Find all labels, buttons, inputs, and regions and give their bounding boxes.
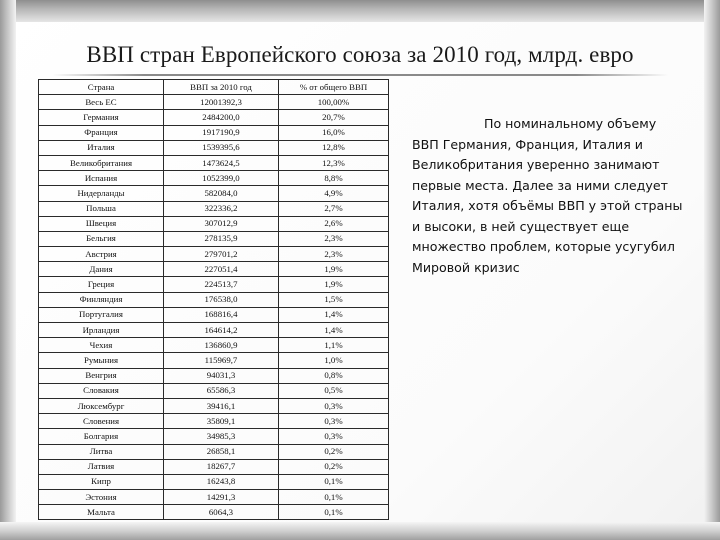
cell-percent: 0,3% xyxy=(279,398,389,413)
cell-country: Латвия xyxy=(39,459,164,474)
cell-country: Кипр xyxy=(39,474,164,489)
cell-country: Польша xyxy=(39,201,164,216)
table-row xyxy=(39,216,389,231)
header-percent: % от общего ВВП xyxy=(279,80,389,95)
cell-percent: 1,4% xyxy=(279,307,389,322)
cell-percent: 12,8% xyxy=(279,140,389,155)
cell-country: Словакия xyxy=(39,383,164,398)
gdp-table xyxy=(38,79,389,520)
table-row xyxy=(39,186,389,201)
table-row xyxy=(39,231,389,246)
table-row xyxy=(39,474,389,489)
cell-percent: 0,2% xyxy=(279,459,389,474)
table-row xyxy=(39,429,389,444)
cell-percent: 2,6% xyxy=(279,216,389,231)
cell-gdp: 94031,3 xyxy=(164,368,279,383)
cell-country: Греция xyxy=(39,277,164,292)
cell-gdp: 6064,3 xyxy=(164,505,279,520)
cell-gdp: 1473624,5 xyxy=(164,155,279,170)
table-header-row xyxy=(39,80,389,95)
cell-country: Швеция xyxy=(39,216,164,231)
cell-percent: 2,3% xyxy=(279,247,389,262)
cell-gdp: 18267,7 xyxy=(164,459,279,474)
cell-percent: 0,3% xyxy=(279,429,389,444)
cell-gdp: 279701,2 xyxy=(164,247,279,262)
cell-country: Великобритания xyxy=(39,155,164,170)
cell-percent: 0,3% xyxy=(279,414,389,429)
table-row xyxy=(39,140,389,155)
table-row xyxy=(39,383,389,398)
table-row xyxy=(39,292,389,307)
cell-percent: 8,8% xyxy=(279,171,389,186)
table-row xyxy=(39,307,389,322)
cell-percent: 4,9% xyxy=(279,186,389,201)
table-row xyxy=(39,201,389,216)
cell-gdp: 582084,0 xyxy=(164,186,279,201)
cell-gdp: 224513,7 xyxy=(164,277,279,292)
cell-percent: 0,1% xyxy=(279,505,389,520)
cell-percent: 0,5% xyxy=(279,383,389,398)
cell-gdp: 34985,3 xyxy=(164,429,279,444)
header-country: Страна xyxy=(39,80,164,95)
cell-country: Люксембург xyxy=(39,398,164,413)
header-gdp: ВВП за 2010 год xyxy=(164,80,279,95)
cell-country: Австрия xyxy=(39,247,164,262)
cell-gdp: 35809,1 xyxy=(164,414,279,429)
cell-country: Германия xyxy=(39,110,164,125)
cell-country: Словения xyxy=(39,414,164,429)
cell-percent: 100,00% xyxy=(279,95,389,110)
cell-gdp: 322336,2 xyxy=(164,201,279,216)
table-row xyxy=(39,414,389,429)
cell-gdp: 1539395,6 xyxy=(164,140,279,155)
cell-country: Мальта xyxy=(39,505,164,520)
cell-gdp: 1052399,0 xyxy=(164,171,279,186)
table-row xyxy=(39,505,389,520)
description-text xyxy=(412,114,684,278)
cell-country: Эстония xyxy=(39,490,164,505)
table-row xyxy=(39,398,389,413)
cell-gdp: 1917190,9 xyxy=(164,125,279,140)
cell-percent: 20,7% xyxy=(279,110,389,125)
cell-country: Румыния xyxy=(39,353,164,368)
cell-country: Бельгия xyxy=(39,231,164,246)
slide-title: ВВП стран Европейского союза за 2010 год, млрд. евро xyxy=(86,42,634,67)
cell-country: Ирландия xyxy=(39,323,164,338)
table-row xyxy=(39,277,389,292)
cell-country: Весь ЕС xyxy=(39,95,164,110)
cell-percent: 0,1% xyxy=(279,474,389,489)
cell-percent: 1,1% xyxy=(279,338,389,353)
cell-gdp: 278135,9 xyxy=(164,231,279,246)
cell-country: Болгария xyxy=(39,429,164,444)
cell-gdp: 39416,1 xyxy=(164,398,279,413)
cell-percent: 0,8% xyxy=(279,368,389,383)
cell-gdp: 307012,9 xyxy=(164,216,279,231)
cell-country: Литва xyxy=(39,444,164,459)
table-row xyxy=(39,459,389,474)
table-row xyxy=(39,338,389,353)
cell-country: Нидерланды xyxy=(39,186,164,201)
table-row xyxy=(39,171,389,186)
frame-right xyxy=(704,0,720,540)
table-row xyxy=(39,353,389,368)
cell-gdp: 12001392,3 xyxy=(164,95,279,110)
frame-top xyxy=(0,0,720,22)
table-row xyxy=(39,247,389,262)
cell-percent: 1,4% xyxy=(279,323,389,338)
table-row xyxy=(39,490,389,505)
cell-gdp: 2484200,0 xyxy=(164,110,279,125)
cell-country: Португалия xyxy=(39,307,164,322)
cell-percent: 2,3% xyxy=(279,231,389,246)
cell-country: Италия xyxy=(39,140,164,155)
frame-left xyxy=(0,0,16,540)
table-row xyxy=(39,155,389,170)
cell-gdp: 26858,1 xyxy=(164,444,279,459)
frame-bottom xyxy=(0,522,720,540)
cell-percent: 0,2% xyxy=(279,444,389,459)
table-row xyxy=(39,444,389,459)
table-body xyxy=(39,95,389,520)
cell-percent: 16,0% xyxy=(279,125,389,140)
cell-country: Испания xyxy=(39,171,164,186)
cell-country: Венгрия xyxy=(39,368,164,383)
cell-gdp: 136860,9 xyxy=(164,338,279,353)
table-row xyxy=(39,95,389,110)
table-row xyxy=(39,368,389,383)
cell-percent: 1,0% xyxy=(279,353,389,368)
cell-percent: 12,3% xyxy=(279,155,389,170)
cell-gdp: 14291,3 xyxy=(164,490,279,505)
cell-gdp: 65586,3 xyxy=(164,383,279,398)
cell-country: Франция xyxy=(39,125,164,140)
cell-country: Финляндия xyxy=(39,292,164,307)
cell-country: Чехия xyxy=(39,338,164,353)
description-body: По номинальному объему ВВП Германия, Франция, Италия и Великобритания уверенно занимают первые места. Далее за ними следует Италия, хотя объёмы ВВП у этой страны и высоки, в ней существует еще множество проблем, которые усугубил Мировой кризис xyxy=(412,116,683,275)
cell-country: Дания xyxy=(39,262,164,277)
cell-percent: 1,5% xyxy=(279,292,389,307)
cell-percent: 0,1% xyxy=(279,490,389,505)
cell-gdp: 227051,4 xyxy=(164,262,279,277)
cell-percent: 1,9% xyxy=(279,262,389,277)
cell-gdp: 115969,7 xyxy=(164,353,279,368)
cell-gdp: 164614,2 xyxy=(164,323,279,338)
cell-gdp: 16243,8 xyxy=(164,474,279,489)
cell-percent: 2,7% xyxy=(279,201,389,216)
cell-gdp: 176538,0 xyxy=(164,292,279,307)
table-row xyxy=(39,110,389,125)
table-row xyxy=(39,125,389,140)
cell-percent: 1,9% xyxy=(279,277,389,292)
table-row xyxy=(39,323,389,338)
title-divider xyxy=(52,74,668,76)
table-row xyxy=(39,262,389,277)
cell-gdp: 168816,4 xyxy=(164,307,279,322)
